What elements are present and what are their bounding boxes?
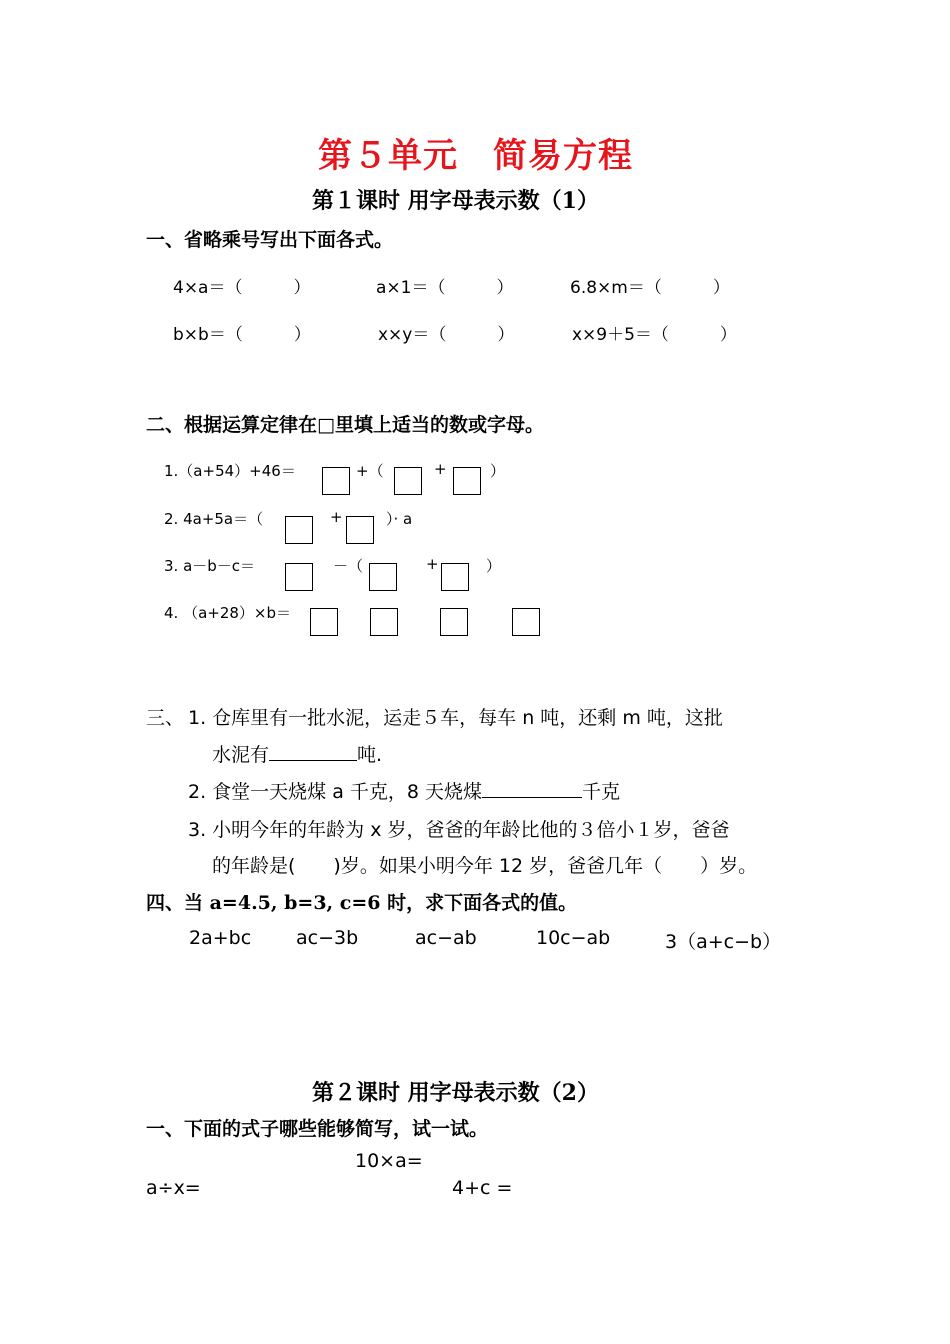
fill-box[interactable]	[440, 608, 468, 636]
q2-op: ）· a	[386, 510, 413, 528]
q3-item-2-after: 千克	[582, 781, 621, 803]
q4-expr: ac−3b	[296, 927, 359, 949]
lesson2-expr: 4+c =	[452, 1177, 513, 1199]
unit-title: 第５单元 简易方程	[318, 136, 633, 176]
fill-box[interactable]	[285, 516, 313, 544]
q2-op: －（	[333, 557, 364, 575]
lesson2-q1-heading: 一、下面的式子哪些能够简写，试一试。	[146, 1118, 489, 1140]
q1-heading: 一、省略乘号写出下面各式。	[146, 229, 394, 251]
fill-box[interactable]	[322, 467, 350, 495]
lesson2-title: 第２课时 用字母表示数（2）	[312, 1080, 599, 1106]
q1-expr: b×b＝（ ）	[173, 325, 311, 345]
q4-expr: 10c−ab	[536, 927, 611, 949]
q3-item-1-before: 水泥有	[212, 744, 270, 766]
q4-heading: 四、当 a=4.5, b=3, c=6 时，求下面各式的值。	[146, 892, 578, 914]
q4-expr: 2a+bc	[189, 927, 252, 949]
fill-box[interactable]	[512, 608, 540, 636]
fill-box[interactable]	[310, 608, 338, 636]
q2-heading: 二、根据运算定律在□里填上适当的数或字母。	[146, 414, 544, 436]
q1-expr: 6.8×m＝（ ）	[570, 278, 730, 298]
q1-expr: a×1＝（ ）	[376, 278, 514, 298]
fill-box[interactable]	[453, 467, 481, 495]
q2-item-1: 1.（a+54）+46＝	[164, 462, 296, 480]
q2-op: ）	[486, 557, 502, 575]
q2-op: +	[434, 460, 447, 478]
q2-op: ）	[490, 462, 506, 480]
q4-expr: 3（a+c−b）	[665, 931, 782, 953]
q2-op: +	[426, 555, 439, 573]
q3-item-1-line2	[212, 740, 382, 767]
q2-item-2: 2. 4a+5a＝（	[164, 510, 264, 528]
q4-expr: ac−ab	[415, 927, 477, 949]
fill-box[interactable]	[441, 563, 469, 591]
fill-box[interactable]	[369, 563, 397, 591]
q3-item-2-before: 2. 食堂一天烧煤 a 千克，8 天烧煤	[188, 781, 483, 803]
q1-expr: x×9＋5＝（ ）	[572, 325, 737, 345]
q2-op: +（	[356, 462, 384, 480]
q3-item-3-line2: 的年龄是( )岁。如果小明今年 12 岁，爸爸几年（ ）岁。	[212, 855, 758, 877]
fill-box[interactable]	[285, 563, 313, 591]
lesson2-expr: a÷x=	[146, 1177, 201, 1199]
q3-item-2	[188, 777, 620, 804]
q2-item-3: 3. a－b－c＝	[164, 557, 256, 575]
lesson2-expr: 10×a=	[355, 1150, 423, 1172]
q2-op: +	[330, 508, 343, 526]
answer-blank[interactable]	[482, 779, 582, 798]
q1-expr: 4×a＝（ ）	[173, 278, 311, 298]
q3-label: 三、	[146, 707, 185, 729]
q3-item-1-after: 吨.	[357, 744, 383, 766]
q1-expr: x×y＝（ ）	[378, 325, 515, 345]
fill-box[interactable]	[394, 467, 422, 495]
lesson1-title: 第１课时 用字母表示数（1）	[312, 188, 599, 214]
fill-box[interactable]	[346, 516, 374, 544]
answer-blank[interactable]	[269, 742, 357, 761]
q2-item-4: 4. （a+28）×b＝	[164, 604, 292, 622]
fill-box[interactable]	[370, 608, 398, 636]
q3-item-3-line1: 3. 小明今年的年龄为 x 岁，爸爸的年龄比他的３倍小１岁，爸爸	[188, 819, 730, 841]
q3-item-1-line1: 1. 仓库里有一批水泥，运走５车，每车 n 吨，还剩 m 吨，这批	[188, 707, 723, 729]
